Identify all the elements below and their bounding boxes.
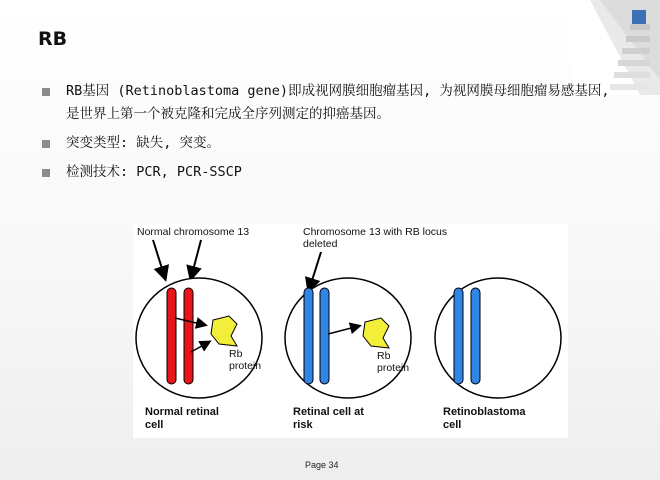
pointer-arrow bbox=[153, 240, 165, 278]
protein-label-line2: protein bbox=[229, 360, 262, 372]
cell-label: Retinal cell at bbox=[293, 406, 364, 418]
caption-deleted-locus-line2: deleted bbox=[303, 238, 338, 250]
pointer-arrow bbox=[191, 240, 201, 278]
bullet-item bbox=[40, 132, 630, 155]
chromosome-deleted bbox=[454, 288, 463, 384]
chromosome-deleted bbox=[471, 288, 480, 384]
protein-label: Rb bbox=[377, 350, 391, 362]
bullet-text: 突变类型: 缺失, 突变。 bbox=[66, 135, 221, 151]
bullet-item bbox=[40, 161, 630, 184]
cell-label-line2: cell bbox=[145, 419, 164, 431]
cell-normal bbox=[136, 278, 262, 398]
bullet-text: RB基因 (Retinoblastoma gene)即成视网膜细胞瘤基因, 为视网膜母细胞瘤易感基因, 是世界上第一个被克隆和完成全序列测定的抑癌基因。 bbox=[66, 83, 610, 122]
caption-deleted-locus: Chromosome 13 with RB locus bbox=[303, 226, 448, 238]
bullet-list bbox=[40, 80, 630, 190]
chromosome-normal bbox=[320, 288, 329, 384]
cell-label: Retinoblastoma bbox=[443, 406, 526, 418]
protein-label: Rb bbox=[229, 348, 243, 360]
cell-label: Normal retinal bbox=[145, 406, 219, 418]
chromosome-normal bbox=[184, 288, 193, 384]
cell-label-line2: cell bbox=[443, 419, 462, 431]
rb-cell-diagram bbox=[133, 224, 568, 438]
bullet-text: 检测技术: PCR, PCR-SSCP bbox=[66, 164, 242, 180]
page-number: Page 34 bbox=[305, 460, 339, 470]
chromosome-normal bbox=[304, 288, 313, 384]
protein-label-line2: protein bbox=[377, 362, 410, 374]
chromosome-normal bbox=[167, 288, 176, 384]
slide-title: RB bbox=[38, 28, 68, 50]
bullet-item bbox=[40, 80, 630, 126]
cell-label-line2: risk bbox=[293, 419, 313, 431]
bullet-square-icon bbox=[42, 140, 50, 148]
caption-normal-chromosome: Normal chromosome 13 bbox=[137, 226, 250, 238]
bullet-square-icon bbox=[42, 169, 50, 177]
bullet-square-icon bbox=[42, 88, 50, 96]
